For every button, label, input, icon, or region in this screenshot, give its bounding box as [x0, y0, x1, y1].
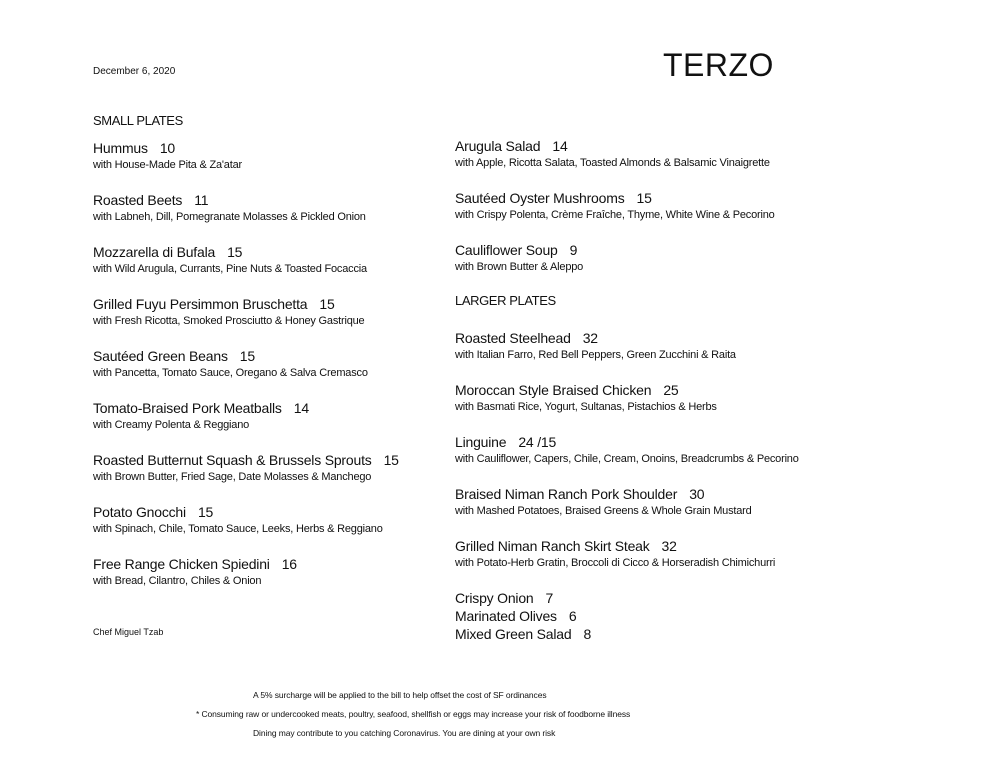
item-price: 15 [239, 348, 255, 364]
item-name: Sautéed Green Beans [93, 348, 228, 364]
menu-item [93, 347, 453, 399]
item-name: Grilled Niman Ranch Skirt Steak [455, 538, 650, 554]
menu-item [93, 139, 453, 191]
item-description: with Italian Farro, Red Bell Peppers, Green Zucchini & Raita [455, 349, 736, 361]
item-price: 14 [293, 400, 309, 416]
item-price: 15 [319, 296, 335, 312]
menu-item [455, 433, 855, 485]
item-description: with Bread, Cilantro, Chiles & Onion [93, 575, 262, 587]
item-name: Roasted Beets [93, 192, 183, 208]
item-name: Moroccan Style Braised Chicken [455, 382, 652, 398]
small-plates-heading: SMALL PLATES [93, 113, 183, 128]
item-name: Grilled Fuyu Persimmon Bruschetta [93, 296, 308, 312]
item-price: 30 [689, 486, 705, 502]
item-price: 16 [281, 556, 297, 572]
menu-item [455, 537, 855, 589]
side-item [455, 589, 855, 607]
larger-plates-heading: LARGER PLATES [455, 293, 556, 308]
item-price: 11 [194, 192, 209, 208]
small-plates-column [93, 113, 453, 607]
item-price: 32 [582, 330, 598, 346]
item-price: 6 [568, 608, 577, 624]
item-name: Cauliflower Soup [455, 242, 558, 258]
menu-item [93, 451, 453, 503]
sides-list [455, 589, 855, 643]
item-description: with Wild Arugula, Currants, Pine Nuts & Toasted Focaccia [93, 263, 367, 275]
item-price: 9 [569, 242, 578, 258]
item-price: 15 [636, 190, 652, 206]
item-name: Hummus [93, 140, 148, 156]
item-price: 15 [227, 244, 243, 260]
item-name: Marinated Olives [455, 608, 557, 624]
menu-item [455, 137, 855, 189]
item-name: Braised Niman Ranch Pork Shoulder [455, 486, 678, 502]
menu-item [455, 485, 855, 537]
item-name: Potato Gnocchi [93, 504, 186, 520]
item-description: with Creamy Polenta & Reggiano [93, 419, 250, 431]
item-name: Linguine [455, 434, 507, 450]
right-column [455, 137, 855, 643]
surcharge-note: A 5% surcharge will be applied to the bill to help offset the cost of SF ordinances [253, 690, 547, 700]
item-description: with Spinach, Chile, Tomato Sauce, Leeks, Herbs & Reggiano [93, 523, 383, 535]
item-description: with Labneh, Dill, Pomegranate Molasses & Pickled Onion [93, 211, 366, 223]
item-name: Roasted Steelhead [455, 330, 571, 346]
item-description: with Apple, Ricotta Salata, Toasted Almonds & Balsamic Vinaigrette [455, 157, 770, 169]
item-price: 14 [552, 138, 568, 154]
item-name: Mozzarella di Bufala [93, 244, 216, 260]
restaurant-name: TERZO [663, 47, 774, 83]
item-price: 15 [197, 504, 214, 520]
item-description: with Mashed Potatoes, Braised Greens & Whole Grain Mustard [455, 505, 752, 517]
side-item [455, 607, 855, 625]
item-price: 25 [663, 382, 679, 398]
item-description: with Fresh Ricotta, Smoked Prosciutto & Honey Gastrique [93, 315, 365, 327]
item-name: Mixed Green Salad [455, 626, 572, 642]
menu-item [455, 241, 855, 293]
menu-date: December 6, 2020 [93, 66, 176, 77]
item-name: Sautéed Oyster Mushrooms [455, 190, 625, 206]
item-description: with Potato-Herb Gratin, Broccoli di Cicco & Horseradish Chimichurri [455, 557, 776, 569]
item-name: Tomato-Braised Pork Meatballs [93, 400, 282, 416]
menu-item [455, 381, 855, 433]
menu-item [93, 503, 453, 555]
menu-item [455, 189, 855, 241]
menu-item [455, 329, 855, 381]
item-price: 10 [159, 140, 175, 156]
item-description: with Cauliflower, Capers, Chile, Cream, Onoins, Breadcrumbs & Pecorino [455, 453, 799, 465]
menu-item [93, 555, 453, 607]
item-price: 15 [383, 452, 399, 468]
item-description: with Crispy Polenta, Crème Fraîche, Thyme, White Wine & Pecorino [455, 209, 775, 221]
item-description: with Basmati Rice, Yogurt, Sultanas, Pistachios & Herbs [455, 401, 717, 413]
menu-item [93, 191, 453, 243]
chef-credit: Chef Miguel Tzab [93, 627, 164, 637]
item-name: Free Range Chicken Spiedini [93, 556, 270, 572]
item-price: 7 [545, 590, 554, 606]
item-price: 32 [661, 538, 677, 554]
menu-item [93, 399, 453, 451]
item-description: with Pancetta, Tomato Sauce, Oregano & Salva Cremasco [93, 367, 368, 379]
item-name: Arugula Salad [455, 138, 541, 154]
item-name: Roasted Butternut Squash & Brussels Sprouts [93, 452, 372, 468]
side-item [455, 625, 855, 643]
coronavirus-note: Dining may contribute to you catching Coronavirus. You are dining at your own risk [253, 728, 556, 738]
item-description: with Brown Butter, Fried Sage, Date Molasses & Manchego [93, 471, 372, 483]
item-price: 8 [583, 626, 592, 642]
menu-item [93, 243, 453, 295]
item-description: with House-Made Pita & Za'atar [93, 159, 242, 171]
item-price: 24 /15 [518, 434, 557, 450]
foodborne-illness-note: * Consuming raw or undercooked meats, poultry, seafood, shellfish or eggs may increase your risk of foodborne illness [196, 709, 631, 719]
item-name: Crispy Onion [455, 590, 534, 606]
menu-item [93, 295, 453, 347]
item-description: with Brown Butter & Aleppo [455, 261, 584, 273]
